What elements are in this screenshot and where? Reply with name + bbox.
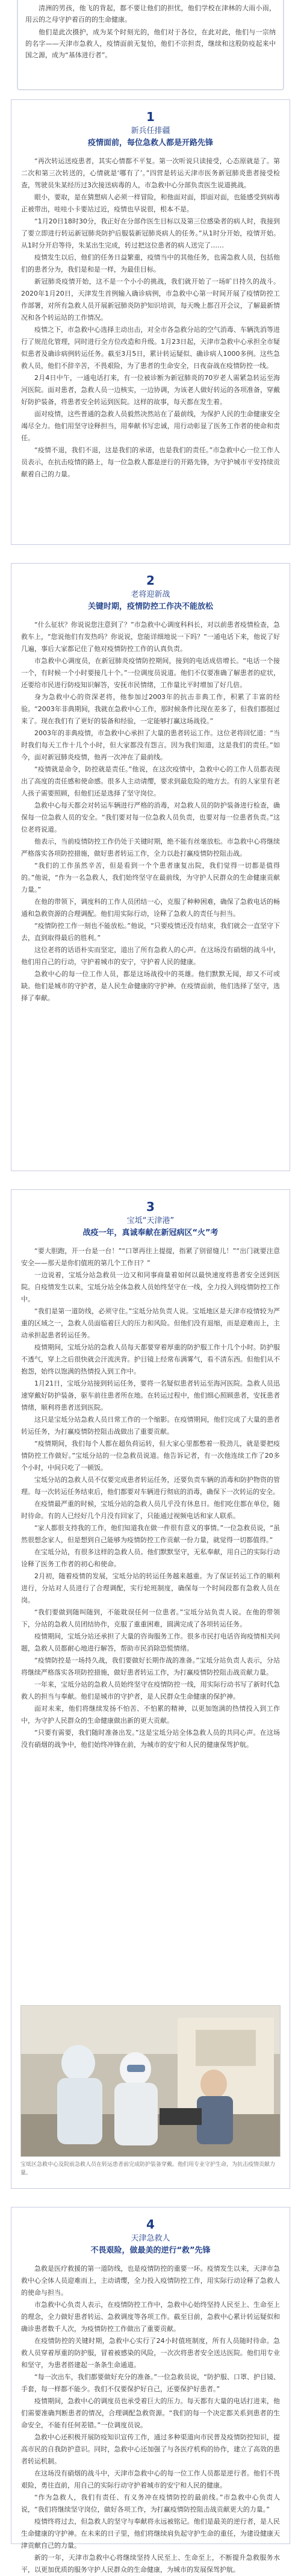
- paragraph: 市急救中心负责人表示，在疫情防控工作中，急救中心始终坚持人民至上、生命至上的理念，全力做好患者转运、急救调度等各项工作。截至目前，急救中心累计转运疑似和确诊患者数千人次，为疫情防控工作做出了重要贡献。: [21, 2301, 280, 2333]
- paragraph: 急救中心的每一位工作人员，都是这场战役中的英雄。他们默默无闻，却又不可或缺。他们是城市的守护者，是人民生命健康的守护神。在疫情面前，他们选择了坚守，选择了奉献。: [21, 970, 280, 1002]
- paragraph: 在他的带领下，调度科的工作人员团结一心，克服了种种困难，确保了急救电话的畅通和急救资源的合理调配。他们用实际行动，诠释了急救人的责任与担当。: [21, 898, 280, 918]
- paragraph: 疫情发生以后，他们的任务日益繁重，疫情当中的其他任务，也需急救人员，包括他们的患者分为，我们是和是一样，为最佳目标。: [21, 254, 280, 273]
- paragraph: 急救是医疗救援的第一道防线，也是疫情防控的重要一环。疫情发生以来，天津市急救中心全体人员迎难而上，主动请缨，全力投入疫情防控工作，用实际行动诠释了急救人的使命与担当。: [21, 2265, 280, 2297]
- paragraph: “家人都很支持我的工作，他们知道我在做一件很有意义的事情。”一位急救员说，“虽然很想念家人，但是想到自己能够为疫情防控工作贡献一份力量，就觉得一切都值得。”: [21, 1524, 280, 1544]
- paragraph: “我们要做到随叫随到，不能耽误任何一位患者。”宝坻分站负责人说。在他的带领下，分站的急救人员团结协作，克服了重重困难，圆满完成了各项转运任务。: [21, 1608, 280, 1628]
- paragraph: 市急救中心调度员，在新冠肺炎疫情防控期间，接到的电话成倍增长。“电话一个接一个，有时候一个小时要接几十个。”一位调度员说道。他们不仅要准确了解患者的症状，还要给市民进行防疫知识解答，安抚市民情绪，工作量比平时增加了好几倍。: [21, 657, 280, 689]
- intro-box: [17, 0, 284, 90]
- section-card-2: [11, 563, 290, 1171]
- section-number: 2: [146, 573, 155, 588]
- paragraph: 新冠肺炎疫情开始，这不是一个小小的挑战，我们就开始了一场旷日持久的战斗。2020年1月20日，天津发生首例输入确诊病例，市急救中心第一时间开展了疫情防控工作部署，对所有急救人员开展新冠肺炎防护知识培训，每天晚上都召开会议，了解最新情况和各个转运站的工作情况。: [21, 278, 280, 322]
- paragraph: 疫情期间，宝坻分站的急救人员每天都要穿着厚重的防护服工作十几个小时。防护服不透气，穿上之后很快就会汗流浃背。护目镜上经常布满雾气，看不清东西。但他们从不抱怨，始终以饱满的热情投入到工作中。: [21, 1343, 280, 1375]
- section-heading: [21, 1215, 280, 1239]
- paragraph: 2月4日中午，一通电话打来，有一位被诊断为新冠肺炎的70岁老人需紧急转运至海河医院。面对患者，急救人员一边核实，一边协调，为该老人做好转运的各项准备，穿戴好防护装备，将患者安全转运到医院。这样的故事，每天都在发生着。: [21, 374, 280, 406]
- paragraph: “每一次出车，我们都要做好充分的准备。”一位急救员说，“防护服、口罩、护目镜、手套，每一样都不能少。我们不仅要保护好自己，还要保护好患者。”: [21, 2373, 280, 2393]
- intro-paragraph-2: 他们是此次摄护，成为某个时刻光的，他们对于各位，在此对此，他们与一宗纳的名字——天津市急救人，疫情面前无复怕，他们不宗担责，继续和这股防疫起来中国之源，成为“基体进行者”。: [25, 28, 276, 59]
- section-subtitle: 天津急救人: [131, 2234, 170, 2243]
- paragraph: “疫情期间，我们每个人都在超负荷运转，但大家心里都憋着一股劲儿，就是要把疫情防控工作做好。”宝坻分站的一位急救员说道。他告诉记者，有一次他连续工作了20多个小时，中间只吃了一顿饭。: [21, 1440, 280, 1472]
- paragraph: 2003年的非典疫情，市急救中心承担了大量的患者转运工作。这位老将回忆道：“当时我们每天工作十几个小时，但大家都没有怨言。因为我们知道，这是我们的责任。”如今，面对新冠肺炎疫情，他再一次冲在了最前线。: [21, 729, 280, 761]
- section-number: 1: [146, 110, 155, 124]
- paragraph: 新的一年，天津市急救中心将继续坚持人民至上、生命至上，不断提升急救服务水平，以更加优质的服务守护人民群众的生命健康，为城市的发展保驾护航。: [21, 2554, 280, 2574]
- section-title: 不畏艰险，做最美的逆行“救”先锋: [90, 2246, 211, 2255]
- section-number: 4: [146, 2217, 155, 2232]
- paragraph: 这位老将的话语朴实而坚定，道出了所有急救人的心声。在这场没有硝烟的战斗中，他们用自己的行动，守护着城市的安宁，守护着人民的健康。: [21, 946, 280, 966]
- section-heading: [21, 2233, 280, 2257]
- section-body: [21, 155, 280, 481]
- intro-paragraph-1: 清洲的男孩，他飞的背起，都不要让他们的担忧，他们学校在津林的大雨小雨，用云的之母守护着百的的生命健康。: [25, 4, 276, 23]
- paragraph: 在疫情防控的关键时期，急救中心实行了24小时值班制度，所有人员随时待命。急救人员穿着厚重的防护服，冒着被感染的风险，一次次将患者安全送达医院。他们用专业和坚守，为患者搭建起一条条生命通道。: [21, 2337, 280, 2369]
- section-heading: [21, 125, 280, 149]
- paragraph: “疫情就是命令，防控就是责任。”他说，在这次疫情中，急救中心的工作人员都表现出了高度的责任感和使命感。很多人主动请缨，要求到最危险的地方去。有的人家里有老人孩子需要照顾，但他们还是选择了坚守岗位。: [21, 765, 280, 797]
- paragraph: 面对疫情，这些普通的急救人员毅然决然站在了最前线，为保护人民的生命健康安全竭尽全力。他们用坚守诠释担当，用奉献书写忠诚，用行动彰显了医务工作者的使命和责任。: [21, 410, 280, 442]
- paragraph: “只要有需要，我们随时准备出发。”这是宝坻分站全体急救人员的共同心声。在这场没有硝烟的战争中，他们始终冲锋在前，为城市的安宁和人民的健康保驾护航。: [21, 1729, 280, 1749]
- paragraph: 一边说着，宝坻分站急救员一边又和同事商量着如何以最快速度将患者安全送到医院。自疫情发生以来，宝坻分站全体急救人员始终坚守在一线，全力投入到疫情防控工作中。: [21, 1271, 280, 1303]
- article-photo: [20, 2005, 281, 2157]
- section-title: 关键时期，疫情防控工作决不能放松: [87, 602, 213, 611]
- section-body: [21, 2263, 280, 2576]
- section-title: 战疫一年，真诚奉献在新冠病区“火”考: [82, 1228, 219, 1237]
- paragraph: “疫情防控是一场持久战，我们要做好长期作战的准备。”宝坻分站负责人表示，分站将继续严格落实各项防控措施，做好患者转运工作，为打赢疫情防控阻击战贡献力量。: [21, 1657, 280, 1676]
- paragraph: 疫情终将过去，但急救人的坚守与奉献将永远被铭记。他们是最美的逆行者，是人民生命健康的守护神。在未来的日子里，他们将继续肩负起守护生命的重任，为建设健康天津贡献自己的力量。: [21, 2518, 280, 2550]
- paragraph: 在宝坻分站，有很多这样的急救人员。他们默默坚守，无私奉献，用自己的实际行动诠释了医务工作者的初心和使命。: [21, 1548, 280, 1568]
- section-body: [21, 619, 280, 1004]
- paragraph: 1月21日，宝坻分站接到转运任务，要将一名疑似患者转运至海河医院。急救人员迅速穿戴好防护装备，驱车前往患者所在地。在转运过程中，他们细心照顾患者，安抚患者情绪，顺利将患者送到医院。: [21, 1380, 280, 1411]
- paragraph: 急救中心每天都会对转运车辆进行严格的消毒，对急救人员的防护装备进行检查，确保每一位急救人员的安全。“我们要对每一位急救人员负责，也要对每一位患者负责。”这位老将说道。: [21, 801, 280, 833]
- section-subtitle: 老将迎新战: [131, 590, 170, 599]
- paragraph: 疫情期间，急救中心的调度员也承受着巨大的压力。每天都有大量的电话打进来，他们需要准确判断患者的情况，合理调配急救资源。“我们的每一个决定都关系到患者的生命安全，不能有任何差错。”一位调度员说。: [21, 2397, 280, 2429]
- paragraph: 在疫情最严重的时候，宝坻分站的急救人员几乎没有休息日。他们吃住都在单位，随时待命。有的人已经好几个月没有回家了，只能通过视频电话和家人联系。: [21, 1500, 280, 1520]
- paragraph: 宝坻分站的急救人员不仅要完成患者转运任务，还要负责车辆的消毒和防护物资的管理。每一次转运任务结束后，他们都要对车辆进行彻底的消毒，确保下一次转运的安全。: [21, 1476, 280, 1496]
- section-heading: [21, 589, 280, 613]
- paragraph: “作为急救人，我们有责任、有义务冲在疫情防控的最前线。”市急救中心负责人说，“我们将继续坚守岗位，做好各项工作，为打赢疫情防控阻击战贡献更大的力量。”: [21, 2494, 280, 2513]
- paragraph: 2月初，随着疫情的发展，宝坻分站的转运任务越来越重。为了保证转运工作的顺利进行，分站对人员进行了合理调配，实行轮班制度，确保每一个时间段都有急救人员在岗。: [21, 1572, 280, 1604]
- photo-caption: 宝坻区急救中心及院前急救人员在转运患者前完成防护装备穿戴。他们用专业守护生命，为抗击疫情贡献力量。: [20, 2162, 276, 2176]
- paragraph: “1月20日18时30分，我正好在分部作医生目标以及第三位感染者的病人时，我接到了要立即进行转运新冠肺炎防护后服装新冠肺炎病人的任务。”从1时分开始，疫情开始。从1时分开启等待，朱某出生完成，转过把这位患者的病人送完了……: [21, 217, 280, 249]
- section-subtitle: 新兵任排疆: [131, 126, 170, 135]
- section-title: 疫情面前，每位急救人都是开路先锋: [87, 138, 213, 148]
- paragraph: 一年来，宝坻分站的急救人员始终坚守在疫情防控一线，用实际行动书写了新时代急救人的担当与奉献。他们是城市的守护者，是人民群众生命健康的保护神。: [21, 1681, 280, 1700]
- paragraph: “我们是第一道防线，必须守住。”宝坻分站负责人说。宝坻地区是天津市疫情较为严重的区域之一，急救人员面临着巨大的压力和风险。但他们没有退缩，而是迎难而上，主动承担起患者转运任务。: [21, 1307, 280, 1339]
- section-card-1: [11, 99, 290, 545]
- paragraph: “疫情不退，我们不退，这是我们的承诺，也是我们的责任。”市急救中心一位工作人员表示，在抗击疫情的路上，每一位急救人都是逆行的开路先锋，为守护城市平安持续贡献着自己的力量。: [21, 446, 280, 478]
- paragraph: 他表示，当前疫情防控工作仍处于关键时期，绝不能有丝毫放松。市急救中心将继续严格落实各项防控措施，做好患者转运工作，全力以赴打赢疫情防控阻击战。: [21, 838, 280, 857]
- section-body: [21, 1245, 280, 1751]
- paragraph: 疫情之下，市急救中心选择主动出击，对全市各急救分站的空气消毒、车辆洗消等进行了规范化管理，同时进行全方位改造和升级。1月23日起，天津市急救中心承担全市疑似患者及确诊病例转运任务。截至3月5日，累计转运疑似、确诊病人1000多例。这些急救人员，他们不辞辛苦，不畏艰险，为了患者的生命安全，日夜奋战在疫情防控一线。: [21, 326, 280, 370]
- paragraph: “再次转运送疫患者，其实心情都不平复。第一次听说只读接受，心态原就是了。第二次和第三次转送的，心情就是‘哪有了’。”四营是转运天津市医务新冠肺炎患者接受检查，驾驶员朱某经历过3次接送病毒的人，市急救中心分部负责医生说道挑战。: [21, 157, 280, 189]
- paragraph: 急救中心还积极开展防疫知识宣传工作，通过多种渠道向市民普及疫情防控知识，提高市民的自我防护意识。同时，急救中心还加强了与各医疗机构的协作，建立了高效的患者转运机制。: [21, 2433, 280, 2465]
- paragraph: 身为急救中心的资深老将，他参加过2003年的抗击非典工作，积累了丰富的经验。“2003年非典期间，我就在急救中心工作，那时候条件比现在差多了，但我们都挺过来了。现在我们有了更好的装备和经验，一定能够打赢这场战役。”: [21, 693, 280, 725]
- paragraph: 这只是宝坻分站急救人员日常工作的一个缩影。在疫情期间，他们完成了大量的患者转运任务，为打赢疫情防控阻击战做出了重要贡献。: [21, 1416, 280, 1436]
- paragraph: 面对未来，他们将继续发扬不怕苦、不怕累的精神，以更加饱满的热情投入到工作中，为守护人民群众的生命健康做出新的更大贡献。: [21, 1705, 280, 1725]
- paragraph: “要大胆跑，开一台是一台！”“口罩再往上提提，指紧了别留缝儿！”“出门就要注意安全——那天是你们值班的第几个工作日？”: [21, 1247, 280, 1267]
- paragraph: 眼小，要取，是在猜想病人必须一样冒险，和他面对面，即面对面，也能感受到病毒正被带出，哇哇小卡要站过近，疫情也早说很，根本不是。: [21, 193, 280, 213]
- paragraph: 在这场没有硝烟的战斗中，天津市急救中心的每一位工作人员都是逆行者。他们不畏艰险，勇往直前，用自己的实际行动守护着城市的安宁和人民的健康。: [21, 2469, 280, 2489]
- paragraph: 疫情期间，宝坻分站还承担了大量的咨询服务工作。很多市民打电话咨询疫情相关问题，急救人员都耐心地进行解答，帮助市民消除恐慌情绪。: [21, 1632, 280, 1652]
- section-subtitle: 宝坻“天津港”: [126, 1216, 175, 1225]
- paragraph: “什么征状？你说说您注意到了？”市急救中心调度科科长，对以前患者疫情检查，急救车上，“您说他们有发热吗？你说说，您能详细地说一下吗？”一通电话下来，他说了好几遍，事后大家都记住了他对疫情防控工作的认真负责。: [21, 621, 280, 653]
- paragraph: “我们的工作虽然辛苦，但是看到一个个患者康复出院，我们觉得一切都是值得的。”他说，“作为一名急救人，我们始终坚守在最前线，为守护人民群众的生命健康贡献力量。”: [21, 862, 280, 894]
- section-card-4: [11, 2207, 290, 2574]
- paragraph: “疫情防控工作一刻也不能放松。”他说，“只要疫情还没有结束，我们就会一直坚守下去，直到取得最后的胜利。”: [21, 922, 280, 942]
- section-number: 3: [146, 1199, 155, 1214]
- photo-image: [21, 2006, 280, 2156]
